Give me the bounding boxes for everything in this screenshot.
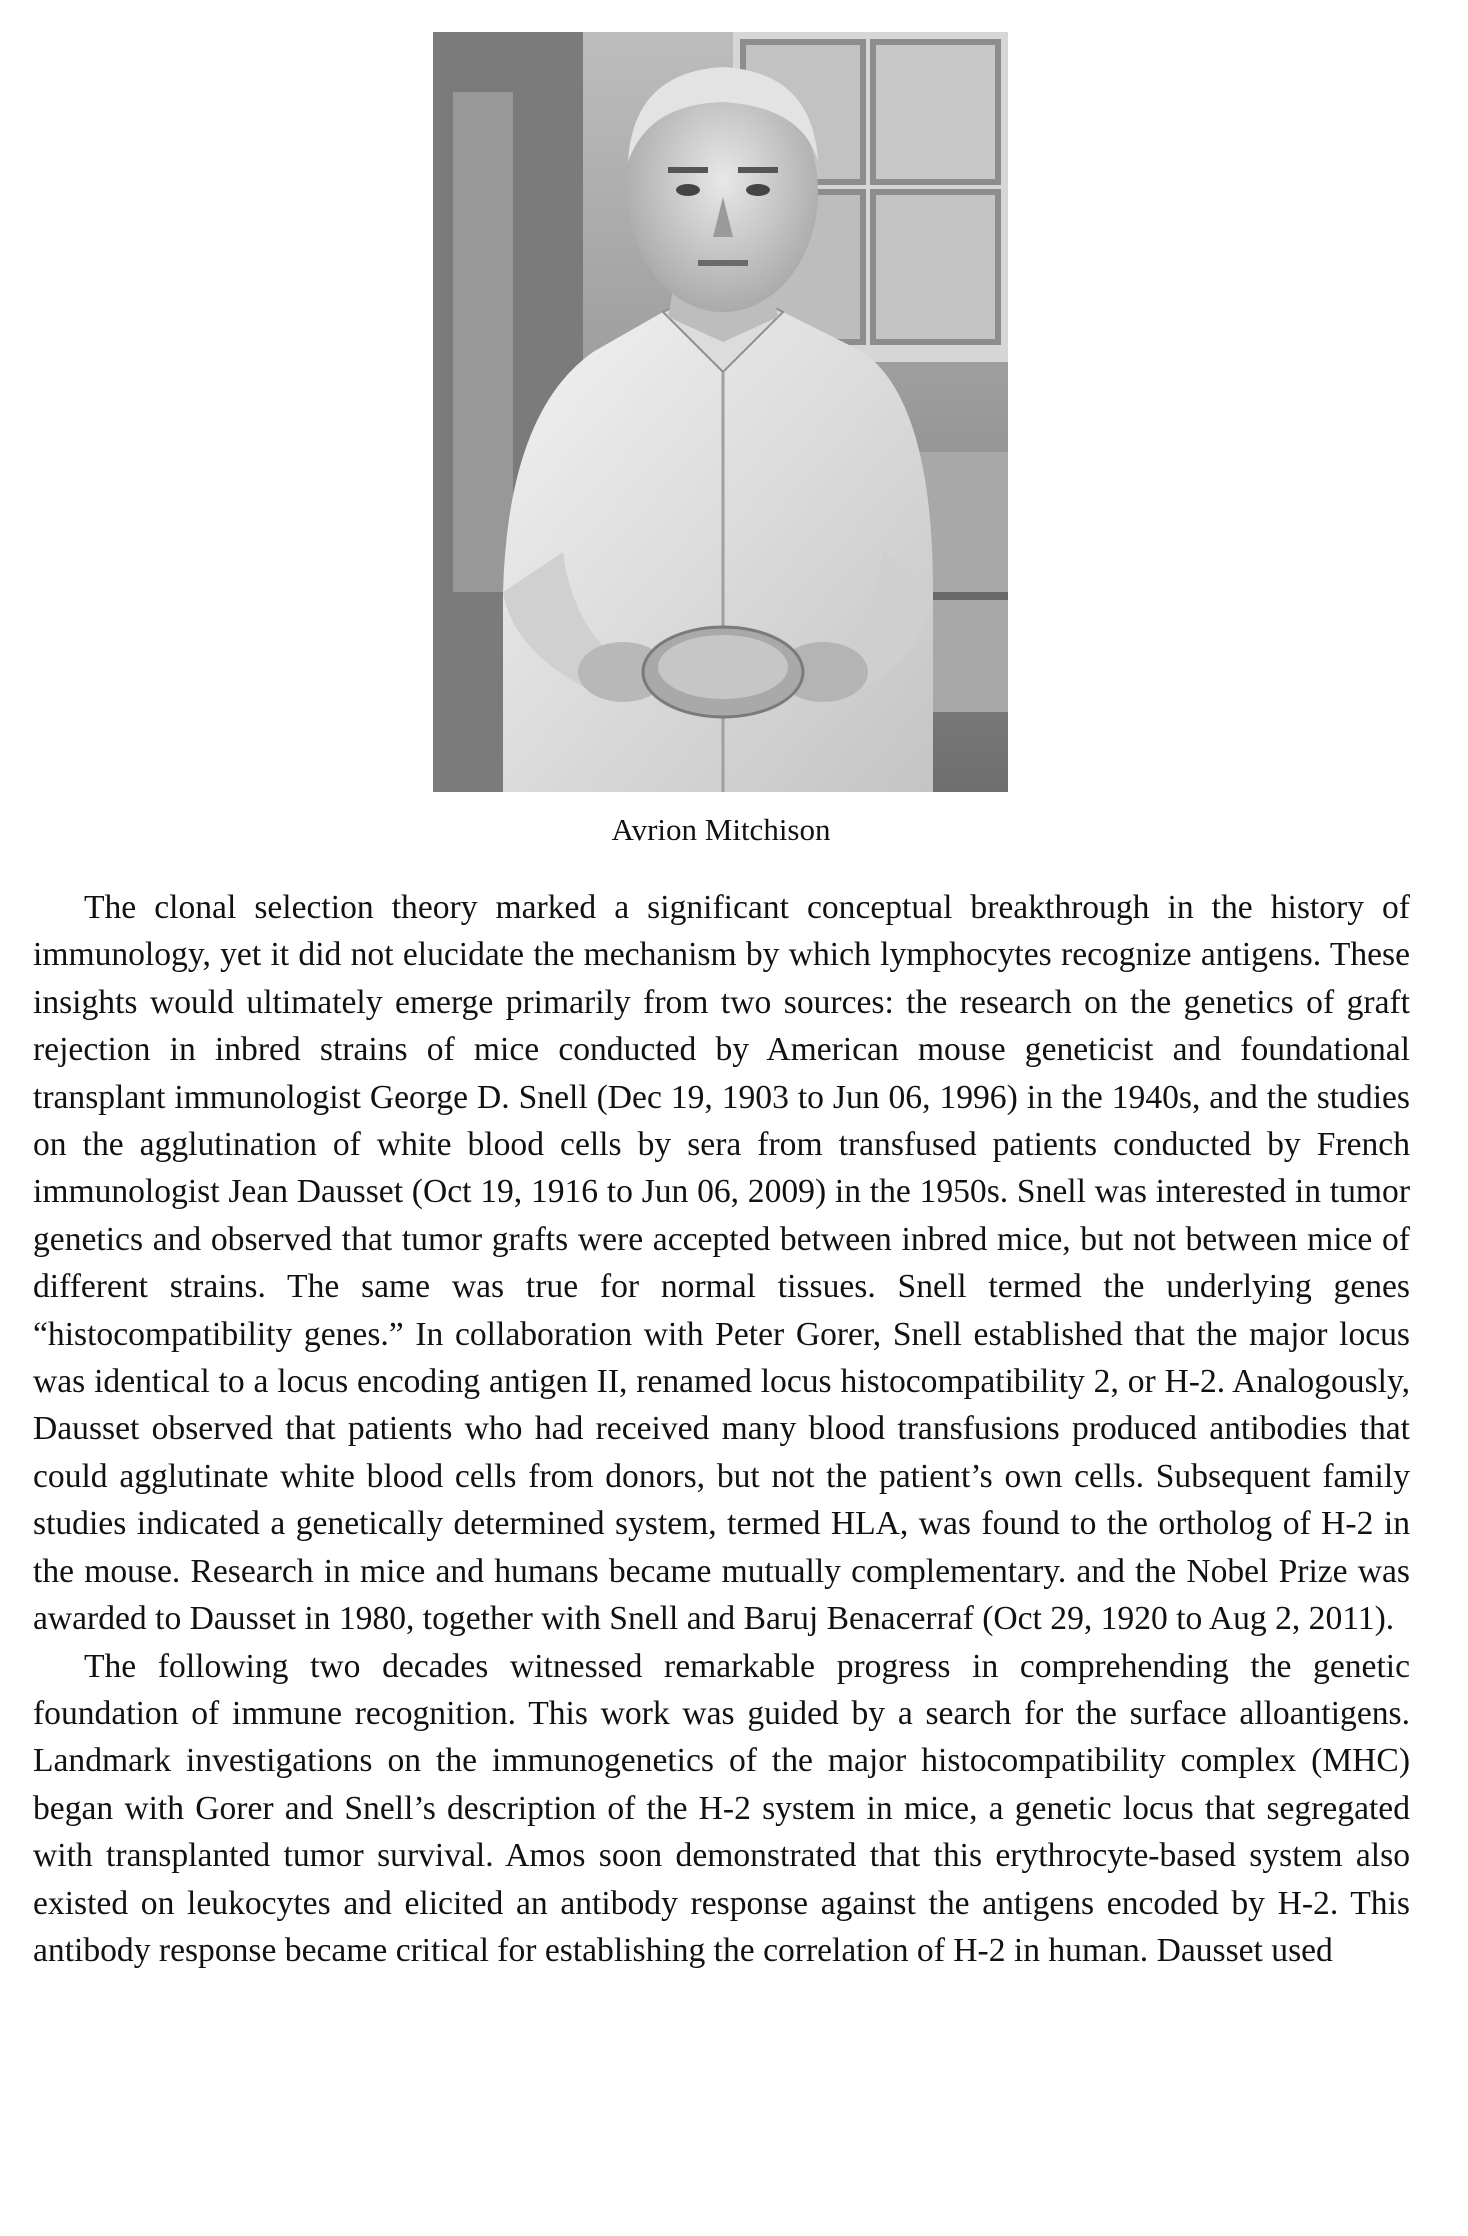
paragraph: The following two decades witnessed remarkable progress in comprehending the genetic foundation of immune recognition. This work was guided by a search for the surface alloantigens. Landmark investigations on the immunogenetics of the major histocompatibility complex (MHC) began with Gorer and Snell’s description of the H-2 system in mice, a genetic locus that segregated with transplanted tumor survival. Amos soon demonstrated that this erythrocyte-based system also existed on leukocytes and elicited an antibody response against the antigens encoded by H-2. This antibody response became critical for establishing the correlation of H-2 in human. Dausset used <box>33 1647 1410 1969</box>
paragraph: The clonal selection theory marked a significant conceptual breakthrough in the history of immunology, yet it did not elucidate the mechanism by which lymphocytes recognize antigens. These insights would ultimately emerge primarily from two sources: the research on the genetics of graft rejection in inbred strains of mice conducted by American mouse geneticist and foundational transplant immunologist George D. Snell (Dec 19, 1903 to Jun 06, 1996) in the 1940s, and the studies on the agglutination of white blood cells by sera from transfused patients conducted by French immunologist Jean Dausset (Oct 19, 1916 to Jun 06, 2009) in the 1950s. Snell was interested in tumor genetics and observed that tumor grafts were accepted between inbred mice, but not between mice of different strains. The same was true for normal tissues. Snell termed the underlying genes “histocompatibility genes.” In collaboration with Peter Gorer, Snell established that the major locus was identical to a locus encoding antigen II, renamed locus histocompatibility 2, or H-2. Analogously, Dausset observed that patients who had received many blood transfusions produced antibodies that could agglutinate white blood cells from donors, but not the patient’s own cells. Subsequent family studies indicated a genetically determined system, termed HLA, was found to the ortholog of H-2 in the mouse. Research in mice and humans became mutually complementary. and the Nobel Prize was awarded to Dausset in 1980, together with Snell and Baruj Benacerraf (Oct 29, 1920 to Aug 2, 2011). <box>33 889 1410 1638</box>
figure-caption: Avrion Mitchison <box>611 812 831 847</box>
portrait-photo <box>433 32 1008 792</box>
portrait-photo-image <box>433 32 1008 792</box>
body-text <box>33 884 1410 1974</box>
